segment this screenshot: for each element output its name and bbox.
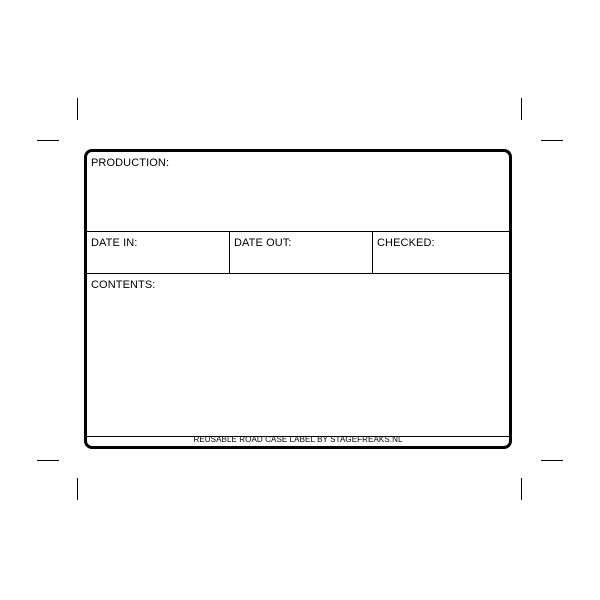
crop-mark-top-left-vertical: [77, 98, 78, 120]
checked-label: CHECKED:: [377, 237, 435, 249]
crop-mark-top-right-horizontal: [541, 140, 563, 141]
checked-field[interactable]: [373, 232, 509, 273]
date-in-label: DATE IN:: [91, 237, 138, 249]
crop-mark-top-right-vertical: [521, 98, 522, 120]
road-case-label: [84, 149, 512, 449]
crop-mark-bottom-left-horizontal: [37, 460, 59, 461]
date-out-label: DATE OUT:: [234, 237, 292, 249]
date-out-field[interactable]: [230, 232, 373, 273]
label-footer: REUSABLE ROAD CASE LABEL BY STAGEFREAKS.NL: [193, 435, 403, 444]
crop-mark-bottom-right-horizontal: [541, 460, 563, 461]
date-in-field[interactable]: [87, 232, 230, 273]
production-field[interactable]: [87, 152, 509, 232]
crop-mark-bottom-left-vertical: [77, 478, 78, 500]
production-label: PRODUCTION:: [91, 157, 170, 169]
crop-mark-top-left-horizontal: [37, 140, 59, 141]
dates-row: [87, 232, 509, 274]
contents-label: CONTENTS:: [91, 279, 156, 291]
contents-field[interactable]: [87, 274, 509, 437]
crop-mark-bottom-right-vertical: [521, 478, 522, 500]
